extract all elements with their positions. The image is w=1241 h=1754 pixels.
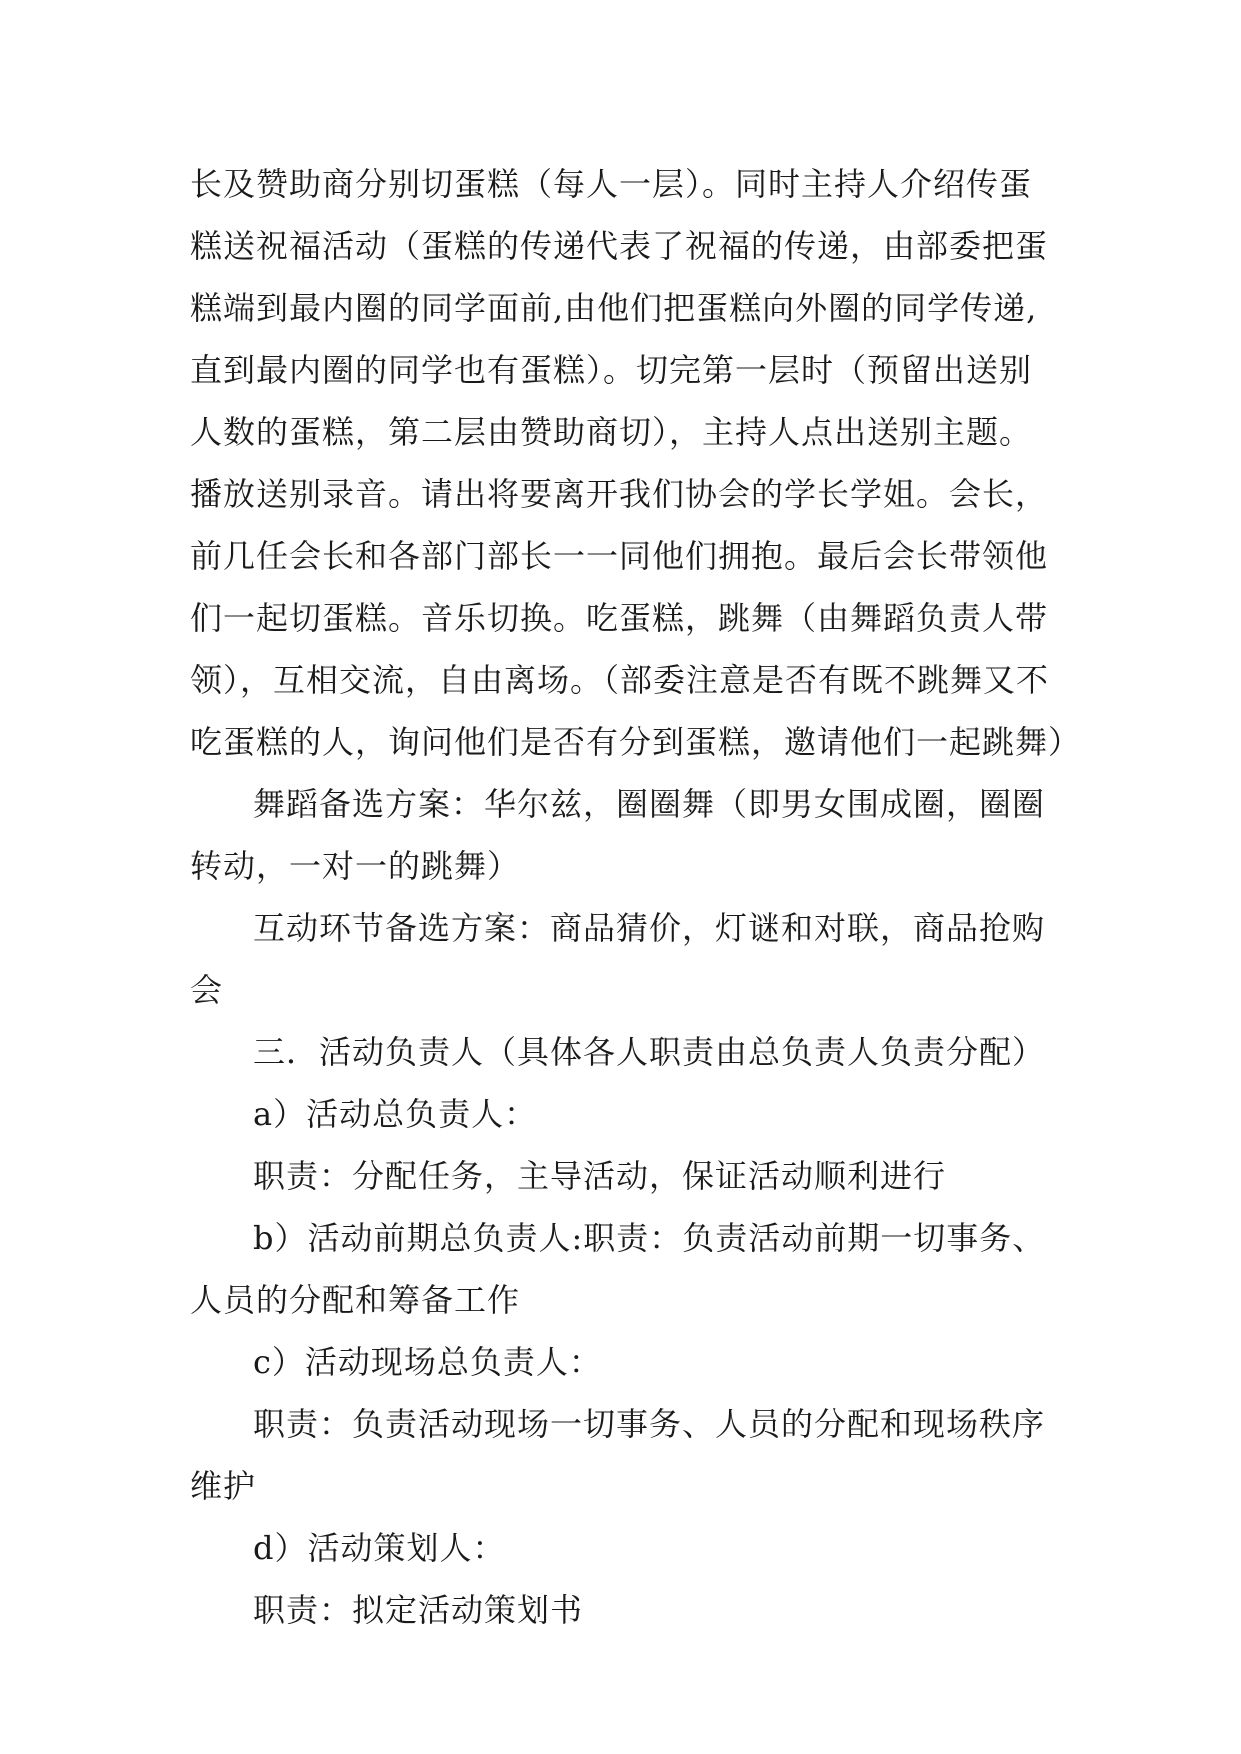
text-line: 舞蹈备选方案：华尔兹，圈圈舞（即男女围成圈，圈圈 <box>253 785 1046 823</box>
text-line: 前几任会长和各部门部长一一同他们拥抱。最后会长带领他 <box>190 537 1049 575</box>
text-line: 维护 <box>190 1467 257 1505</box>
text-line: a）活动总负责人： <box>253 1095 538 1133</box>
text-line: 糕端到最内圈的同学面前,由他们把蛋糕向外圈的同学传递, <box>190 289 1038 327</box>
text-line: 糕送祝福活动（蛋糕的传递代表了祝福的传递，由部委把蛋 <box>190 227 1049 265</box>
text-line: 职责：分配任务，主导活动，保证活动顺利进行 <box>253 1157 947 1195</box>
text-line: d）活动策划人： <box>253 1529 506 1567</box>
text-line: 人员的分配和筹备工作 <box>190 1281 521 1319</box>
text-line: 们一起切蛋糕。音乐切换。吃蛋糕，跳舞（由舞蹈负责人带 <box>190 599 1049 637</box>
text-line: 职责：拟定活动策划书 <box>253 1591 584 1629</box>
text-line: 直到最内圈的同学也有蛋糕）。切完第一层时（预留出送别 <box>190 351 1033 389</box>
text-line: b）活动前期总负责人:职责：负责活动前期一切事务、 <box>253 1219 1046 1257</box>
text-line: 人数的蛋糕，第二层由赞助商切），主持人点出送别主题。 <box>190 413 1033 451</box>
text-line: 互动环节备选方案：商品猜价，灯谜和对联，商品抢购 <box>253 909 1046 947</box>
text-line: 吃蛋糕的人，询问他们是否有分到蛋糕，邀请他们一起跳舞） <box>190 723 1082 761</box>
text-line: 领），互相交流，自由离场。（部委注意是否有既不跳舞又不 <box>190 661 1050 699</box>
text-line: 播放送别录音。请出将要离开我们协会的学长学姐。会长， <box>190 475 1049 513</box>
text-line: c）活动现场总负责人： <box>253 1343 602 1381</box>
text-line: 转动，一对一的跳舞） <box>190 847 521 885</box>
text-line: 职责：负责活动现场一切事务、人员的分配和现场秩序 <box>253 1405 1046 1443</box>
text-line: 长及赞助商分别切蛋糕（每人一层）。同时主持人介绍传蛋 <box>190 165 1033 203</box>
section-heading: 三．活动负责人（具体各人职责由总负责人负责分配） <box>253 1033 1046 1071</box>
text-line: 会 <box>190 971 224 1009</box>
